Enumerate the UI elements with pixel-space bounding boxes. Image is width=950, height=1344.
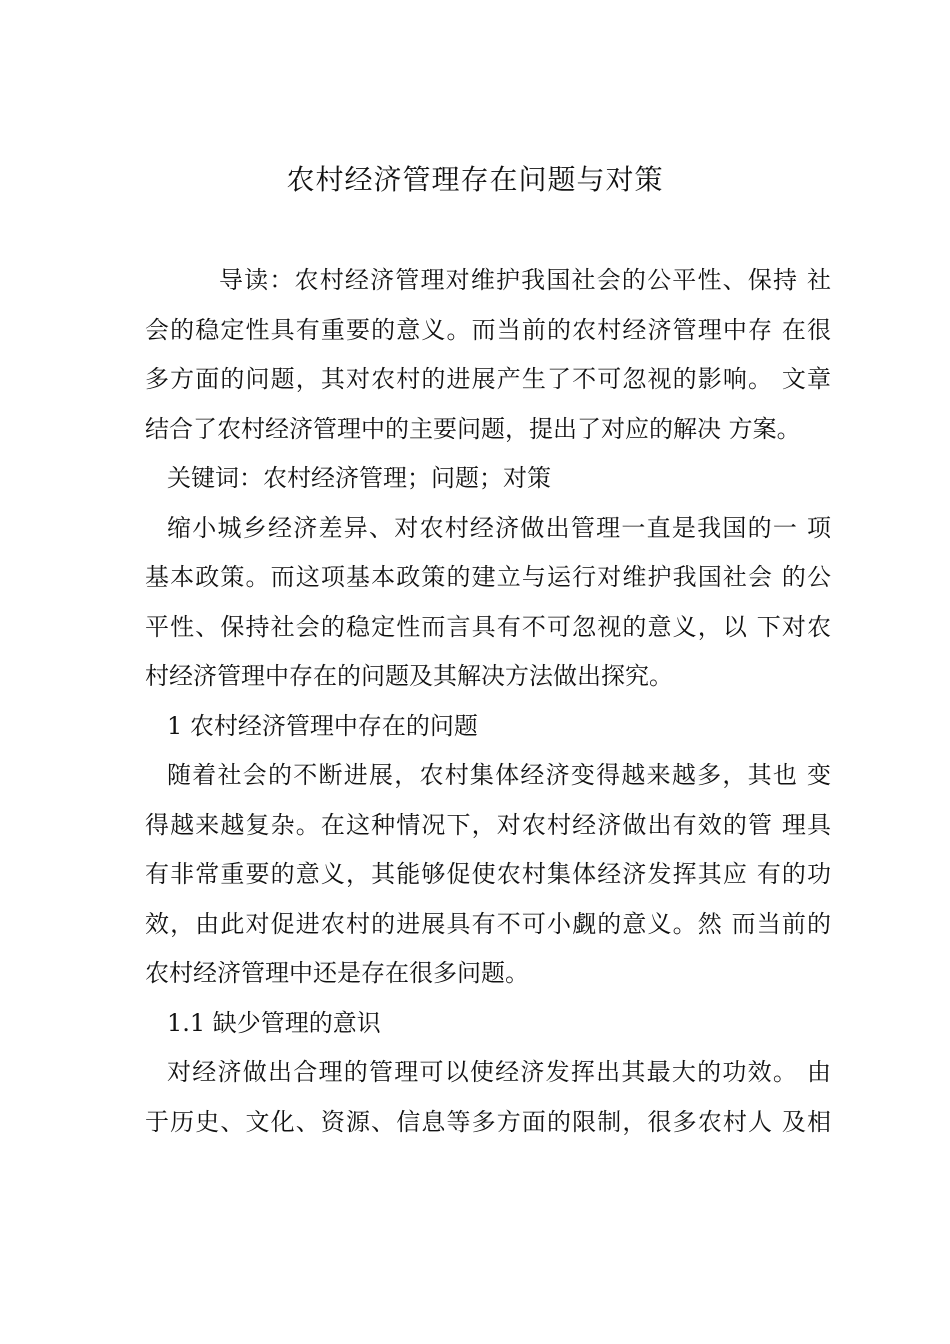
paragraph-line: 村经济管理中存在的问题及其解决方法做出探究。: [145, 662, 673, 690]
paragraph-line: 平性、保持社会的稳定性而言具有不可忽视的意义，以 下对农: [145, 612, 831, 641]
abstract-line: 导读：农村经济管理对维护我国社会的公平性、保持 社: [219, 266, 831, 294]
paragraph-line: 缩小城乡经济差异、对农村经济做出管理一直是我国的一 项: [167, 513, 831, 542]
paragraph-line: 得越来越复杂。在这种情况下，对农村经济做出有效的管 理具: [145, 810, 831, 839]
paragraph-line: 对经济做出合理的管理可以使经济发挥出其最大的功效。 由: [167, 1058, 831, 1086]
document-body: [145, 256, 831, 1147]
abstract-line: 多方面的问题，其对农村的进展产生了不可忽视的影响。 文章: [145, 365, 831, 393]
paragraph-line: 效，由此对促进农村的进展具有不可小觑的意义。然 而当前的: [145, 909, 831, 938]
abstract-line: 结合了农村经济管理中的主要问题，提出了对应的解决 方案。: [145, 414, 801, 443]
paragraph-line: 农村经济管理中还是存在很多问题。: [145, 959, 529, 987]
paragraph-line: 随着社会的不断进展，农村集体经济变得越来越多，其也 变: [167, 761, 831, 789]
paragraph-line: 基本政策。而这项基本政策的建立与运行对维护我国社会 的公: [145, 563, 831, 591]
section-heading: 1 农村经济管理中存在的问题: [167, 711, 478, 740]
document-title: 农村经济管理存在问题与对策: [286, 163, 664, 196]
subsection-heading: 1.1 缺少管理的意识: [167, 1008, 381, 1037]
paragraph-line: 于历史、文化、资源、信息等多方面的限制，很多农村人 及相: [145, 1107, 831, 1136]
abstract-line: 会的稳定性具有重要的意义。而当前的农村经济管理中存 在很: [145, 315, 831, 344]
keywords-line: 关键词：农村经济管理；问题；对策: [167, 464, 551, 492]
paragraph-line: 有非常重要的意义，其能够促使农村集体经济发挥其应 有的功: [145, 860, 831, 888]
